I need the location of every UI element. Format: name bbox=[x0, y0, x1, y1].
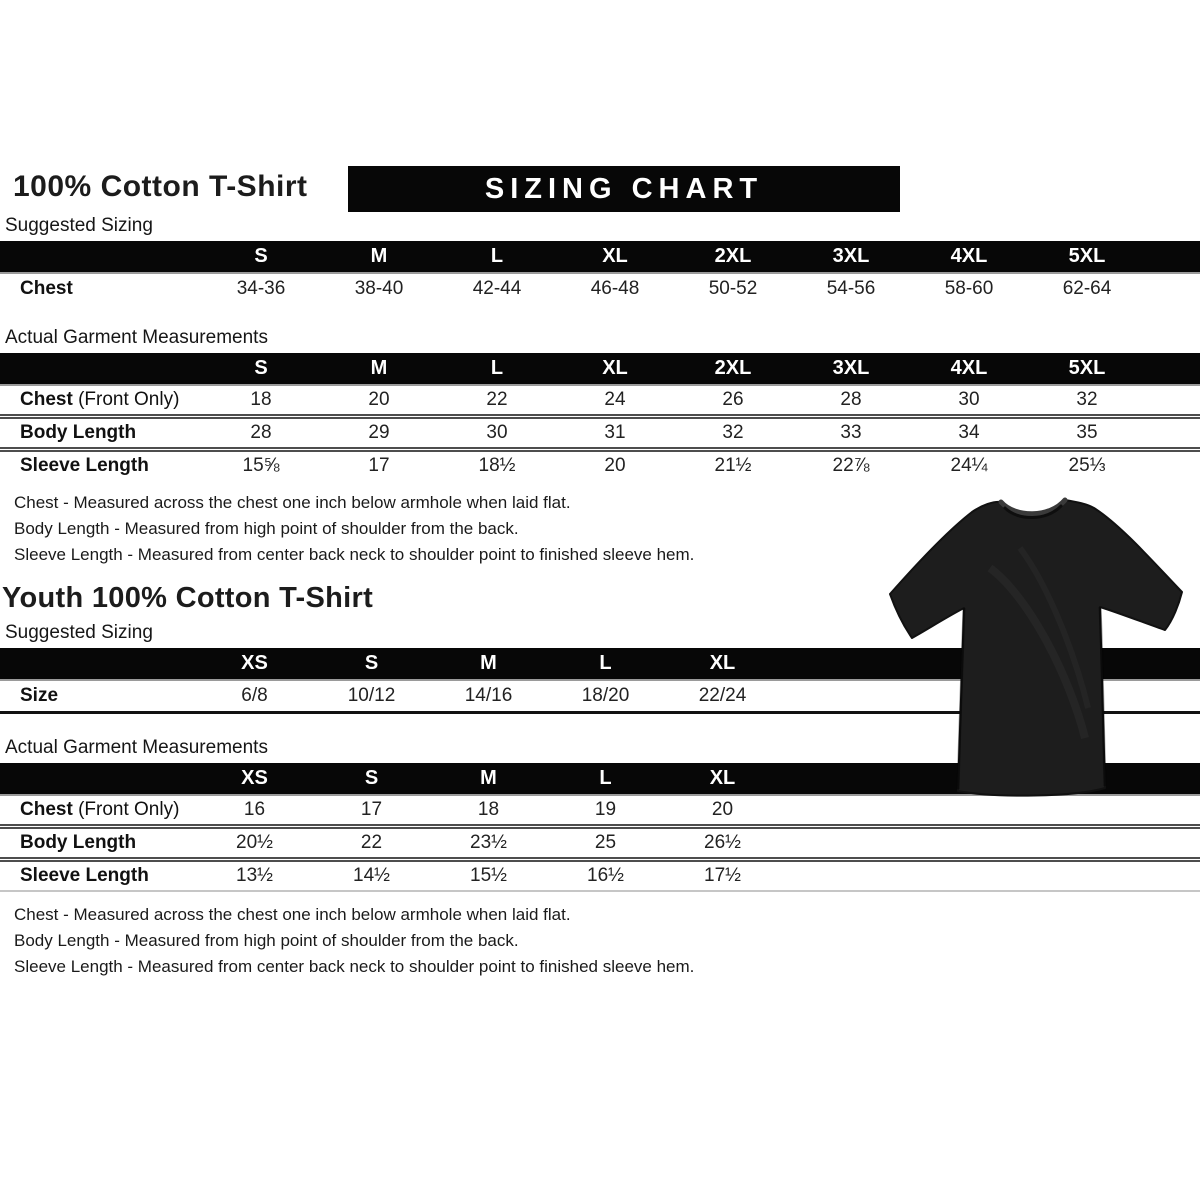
table-row-body-length bbox=[0, 824, 1200, 857]
cell: 38-40 bbox=[354, 278, 404, 299]
cell: 22⅞ bbox=[832, 455, 870, 476]
header-cell: 2XL bbox=[714, 245, 752, 267]
cell: 26 bbox=[722, 389, 744, 410]
header-cell: 3XL bbox=[832, 357, 870, 379]
youth-measurements-label: Actual Garment Measurements bbox=[5, 737, 268, 758]
cell: 16½ bbox=[587, 865, 624, 886]
footnote-chest: Chest - Measured across the chest one inch below armhole when laid flat. bbox=[14, 493, 571, 512]
cell: 14/16 bbox=[464, 685, 513, 706]
row-label: Chest (Front Only) bbox=[20, 389, 180, 410]
row-label: Sleeve Length bbox=[20, 455, 149, 476]
cell: 26½ bbox=[704, 832, 741, 853]
cell: 29 bbox=[368, 422, 390, 443]
cell: 54-56 bbox=[826, 278, 876, 299]
header bbox=[0, 166, 1200, 212]
cell: 16 bbox=[243, 799, 266, 820]
cell: 20 bbox=[711, 799, 734, 820]
cell: 18½ bbox=[478, 455, 516, 476]
header-cell: 2XL bbox=[714, 357, 752, 379]
cell: 18 bbox=[250, 389, 272, 410]
cell: 17 bbox=[368, 455, 390, 476]
header-cell: S bbox=[254, 357, 268, 379]
header-cell: 4XL bbox=[950, 245, 988, 267]
cell: 30 bbox=[486, 422, 508, 443]
cell: 25⅓ bbox=[1068, 455, 1106, 476]
cell: 18 bbox=[477, 799, 500, 820]
table-row-sleeve-length bbox=[0, 857, 1200, 892]
cell: 21½ bbox=[714, 455, 752, 476]
cell-spacer bbox=[1146, 386, 1173, 414]
cell: 17 bbox=[360, 799, 383, 820]
row-label: Chest (Front Only) bbox=[20, 799, 180, 820]
cell: 13½ bbox=[236, 865, 273, 886]
header-cell: 5XL bbox=[1068, 245, 1106, 267]
table-row-sleeve-length bbox=[0, 447, 1200, 480]
header-cell: XS bbox=[241, 767, 268, 789]
header-cell: L bbox=[599, 652, 612, 674]
cell: 10/12 bbox=[347, 685, 396, 706]
cell-spacer bbox=[781, 829, 810, 857]
row-label: Size bbox=[20, 685, 59, 706]
header-cell: XL bbox=[602, 245, 628, 267]
header-cell: M bbox=[480, 767, 497, 789]
cell: 24¼ bbox=[950, 455, 988, 476]
cell: 15½ bbox=[470, 865, 507, 886]
footnote-body-length: Body Length - Measured from high point of shoulder from the back. bbox=[14, 931, 519, 950]
adult-measurements-table bbox=[0, 353, 1200, 480]
adult-suggested-sizing-table bbox=[0, 241, 1200, 304]
cell: 62-64 bbox=[1062, 278, 1112, 299]
header-cell: XL bbox=[709, 767, 736, 789]
tshirt-graphic bbox=[880, 478, 1196, 810]
cell: 42-44 bbox=[472, 278, 522, 299]
cell: 22 bbox=[486, 389, 508, 410]
header-cell: S bbox=[254, 245, 268, 267]
header-cell: XS bbox=[241, 652, 268, 674]
row-label: Body Length bbox=[20, 422, 137, 443]
row-label: Body Length bbox=[20, 832, 137, 853]
table-row bbox=[0, 274, 1200, 304]
cell: 35 bbox=[1076, 422, 1098, 443]
cell: 20½ bbox=[236, 832, 273, 853]
sizing-chart-banner bbox=[348, 166, 900, 212]
cell-spacer bbox=[781, 796, 810, 824]
banner-text: SIZING CHART bbox=[484, 173, 764, 205]
adult-suggested-sizing-label: Suggested Sizing bbox=[5, 215, 153, 236]
cell: 30 bbox=[958, 389, 980, 410]
cell: 23½ bbox=[470, 832, 507, 853]
header-cell: XL bbox=[709, 652, 736, 674]
youth-suggested-sizing-label: Suggested Sizing bbox=[5, 622, 153, 643]
header-cell: L bbox=[490, 357, 504, 379]
cell: 28 bbox=[250, 422, 272, 443]
table-row-chest bbox=[0, 386, 1200, 414]
cell-spacer bbox=[781, 681, 810, 711]
header-cell: 5XL bbox=[1068, 357, 1106, 379]
cell: 22 bbox=[360, 832, 383, 853]
cell: 34-36 bbox=[236, 278, 286, 299]
header-cell: S bbox=[364, 652, 379, 674]
cell: 17½ bbox=[704, 865, 741, 886]
footnote-chest: Chest - Measured across the chest one inch below armhole when laid flat. bbox=[14, 905, 571, 924]
row-label: Chest bbox=[20, 278, 73, 299]
cell: 25 bbox=[594, 832, 617, 853]
youth-footnotes bbox=[14, 902, 1200, 980]
cell: 20 bbox=[368, 389, 390, 410]
cell: 15⅝ bbox=[242, 455, 280, 476]
cell: 6/8 bbox=[241, 685, 268, 706]
cell-spacer bbox=[1146, 452, 1173, 480]
row-label: Sleeve Length bbox=[20, 865, 149, 886]
cell: 19 bbox=[594, 799, 617, 820]
header-cell: XL bbox=[602, 357, 628, 379]
cell: 46-48 bbox=[590, 278, 640, 299]
cell-spacer bbox=[1146, 419, 1173, 447]
cell: 22/24 bbox=[698, 685, 747, 706]
cell: 18/20 bbox=[581, 685, 630, 706]
header-cell: 4XL bbox=[950, 357, 988, 379]
header-cell: M bbox=[480, 652, 497, 674]
header-cell: 3XL bbox=[832, 245, 870, 267]
table-header-row bbox=[0, 353, 1200, 386]
table-header-row bbox=[0, 241, 1200, 274]
cell: 28 bbox=[840, 389, 862, 410]
footnote-sleeve-length: Sleeve Length - Measured from center back neck to shoulder point to finished sleeve hem. bbox=[14, 545, 695, 564]
youth-section-title: Youth 100% Cotton T-Shirt bbox=[2, 582, 374, 614]
header-cell: L bbox=[490, 245, 504, 267]
header-cell: S bbox=[364, 767, 379, 789]
cell: 24 bbox=[604, 389, 626, 410]
cell: 31 bbox=[604, 422, 626, 443]
cell-spacer bbox=[1146, 274, 1173, 304]
cell: 32 bbox=[1076, 389, 1098, 410]
page-title: 100% Cotton T-Shirt bbox=[13, 170, 308, 203]
tshirt-image bbox=[880, 478, 1196, 810]
cell-spacer bbox=[781, 862, 810, 890]
cell: 20 bbox=[604, 455, 626, 476]
cell: 50-52 bbox=[708, 278, 758, 299]
header-cell: L bbox=[599, 767, 612, 789]
cell: 14½ bbox=[353, 865, 390, 886]
footnote-body-length: Body Length - Measured from high point of shoulder from the back. bbox=[14, 519, 519, 538]
footnote-sleeve-length: Sleeve Length - Measured from center back neck to shoulder point to finished sleeve hem. bbox=[14, 957, 695, 976]
header-cell: M bbox=[370, 357, 388, 379]
table-row-body-length bbox=[0, 414, 1200, 447]
adult-measurements-label: Actual Garment Measurements bbox=[5, 327, 268, 348]
cell: 58-60 bbox=[944, 278, 994, 299]
cell: 32 bbox=[722, 422, 744, 443]
header-cell: M bbox=[370, 245, 388, 267]
cell: 34 bbox=[958, 422, 980, 443]
cell: 33 bbox=[840, 422, 862, 443]
